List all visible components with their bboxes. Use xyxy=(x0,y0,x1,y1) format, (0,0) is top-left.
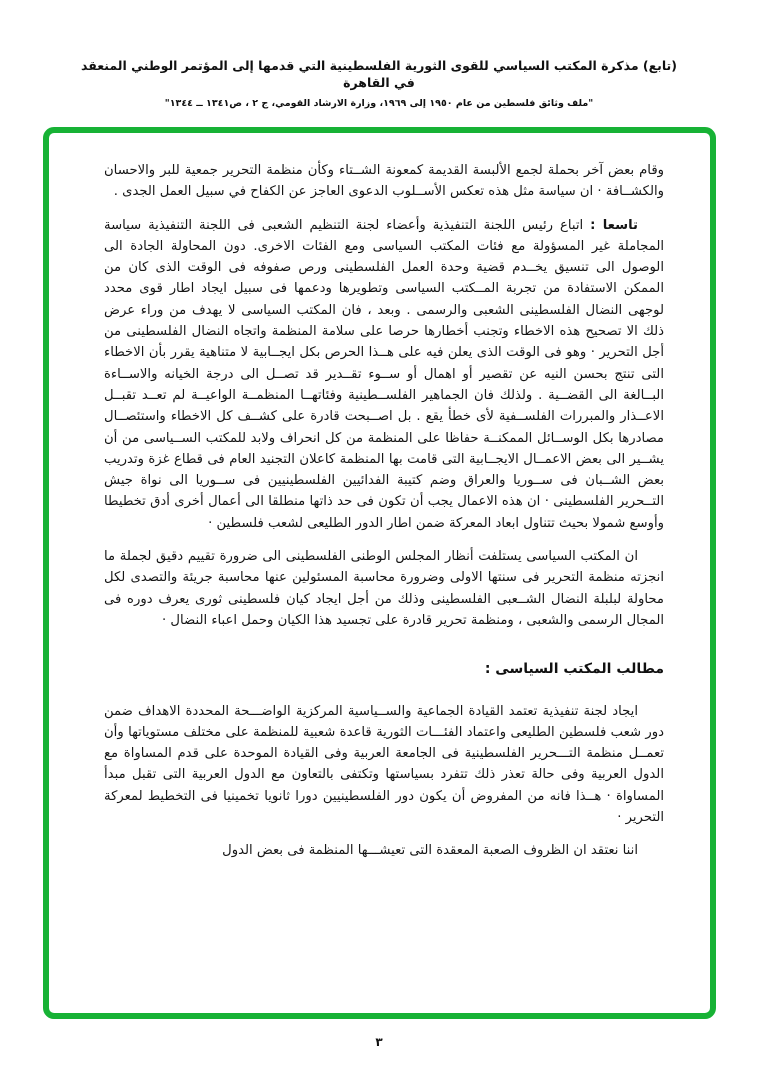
paragraph-3: ان المكتب السياسى يستلفت أنظار المجلس الوطنى الفلسطينى الى ضرورة تقييم دقيق لجملة ما انجزته منظمة التحرير فى سنتها الاولى وضرورة محاسبة المسئولين عنها محاسبة جريئة والتصدى لكل محاولة لبلبلة النضال الشــعبى الفلسطينى وذلك من أجل ايجاد كيان فلسطينى ثورى يعرف دوره فى المجال الرسمى والشعبى ، ومنظمة تحرير قادرة على تجسيد هذا الكيان وحمل اعباء النضال · xyxy=(104,549,664,628)
paragraph-1: وقام بعض آخر بحملة لجمع الألبسة القديمة كمعونة الشــتاء وكأن منظمة التحرير جمعية للبر والاحسان والكشــافة · ان سياسة مثل هذه تعكس الأســلوب الدعوى العاجز عن الكفاح في سبيل العمل الجدى . xyxy=(104,163,664,200)
document-body xyxy=(104,160,664,874)
section-heading: مطالب المكتب السياسى : xyxy=(484,661,664,678)
paragraph-2-text: اتباع رئيس اللجنة التنفيذية وأعضاء لجنة التنظيم الشعبى فى اللجنة التنفيذية سياسة المجاملة غير المسؤولة مع فئات المكتب السياسى ومع الفئات الاخرى. دون المحاولة الجادة الى الوصول الى تنسيق يخــدم قضية وحدة العمل الفلسطينى ورص صفوفه فى الوقت الذى كان من الممكن الاستفادة من تجربة المــكتب السياسى وتطويرها ودعمها فى سبيل ايجاد اطار قوى محدد لوجهى النضال الفلسطينى الشعبى والرسمى . وبعد ، فان المكتب السياسى لا يهدف من وراء عرض ذلك الا تصحيح هذه الاخطاء وتجنب أخطارها حرصا على سلامة المنظمة واتجاه النضال الفلسطينى من أجل التحرير · وهو فى الوقت الذى يعلن فيه على هــذا الحرص بكل ايجــابية لا متناهية يقرر بأن الاخطاء التى تنتج بحسن النيه عن تقصير أو اهمال أو ســوء تقــدير قد تصــل الى درجة الخيانه والاســاءة البــالغة الى القضــية . ولذلك فان الجماهير الفلســطينية وفئاتهــا المنظمــة الواعيــة لم تعــد تقبــل الاعــذار والمبررات الفلســفية لأى خطأ يقع . بل اصــبحت قادرة على كشــف كل الاخطاء واستئصــال مصادرها بكل الوســائل الممكنــة حفاظا على المنظمة من كل انحراف ولابد للمكتب الســياسى من أن يشــير الى بعض الاعمــال الايجــابية التى قامت بها المنظمة كاعلان التجنيد العام فى قطاع غزة وتدريب بعض الشــبان فى ســوريا والعراق وضم كتيبة الفدائيين الفلسطينيين فى ســوريا الى نواة جيش التــحرير الفلسطينى · ان هذه الاعمال يجب أن تكون فى حد ذاتها منطلقا الى أعمال أخرى أدق تخطيطا وأوسع شمولا بحيث تتناول ابعاد المعركة ضمن اطار الدور الطليعى لشعب فلسطين · xyxy=(104,217,664,531)
page-number: ٣ xyxy=(375,1035,383,1049)
paragraph-2 xyxy=(104,215,664,534)
paragraph-4: ايجاد لجنة تنفيذية تعتمد القيادة الجماعية والســياسية المركزية الواضـــحة المحددة الاهداف ضمن دور شعب فلسطين الطليعى واعتماد الفئـــات الثورية قاعدة شعبية للمنظمة على مختلف مستوياتها وأن تعمــل منظمة التـــحرير الفلسطينية فى الجامعة العربية وفى القيادة الموحدة على قدم المساواة مع الدول العربية وفى حالة تعذر ذلك تتفرد بسياستها وتكتفى بالتعاون مع الدول العربية التى تقبل مبدأ المساواة · هــذا فانه من المفروض أن يكون دور الفلسطينيين دورا ثانويا تخمينيا فى التخطيط لمعركة التحرير · xyxy=(104,703,664,826)
document-header xyxy=(0,57,758,109)
document-source-line: "ملف وثائق فلسطين من عام ١٩٥٠ إلى ١٩٦٩، وزارة الارشاد القومي، ج ٢ ، ص١٣٤١ ــ ١٣٤٤" xyxy=(164,98,594,109)
paragraph-5: اننا نعتقد ان الظروف الصعبة المعقدة التى تعيشـــها المنظمة فى بعض الدول xyxy=(222,843,638,859)
paragraph-2-lead: تاسعا : xyxy=(590,217,638,233)
document-title: (تابع) مذكرة المكتب السياسي للقوى الثورية الفلسطينية التي قدمها إلى المؤتمر الوطني المنعقد في القاهرة xyxy=(81,58,677,90)
